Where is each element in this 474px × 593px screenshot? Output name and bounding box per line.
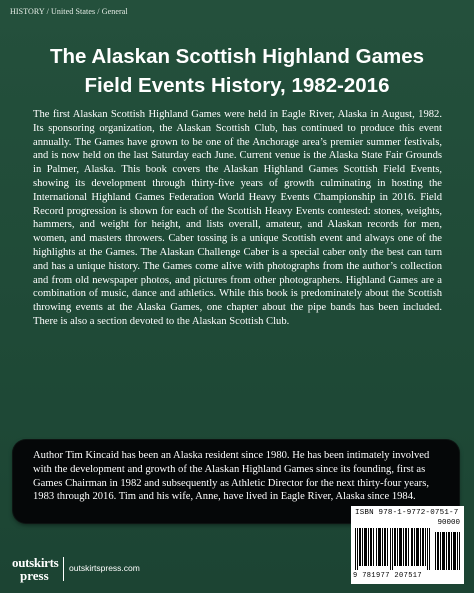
book-title bbox=[0, 42, 474, 100]
title-line-2: Field Events History, 1982-2016 bbox=[84, 74, 390, 97]
publisher-divider bbox=[63, 557, 64, 581]
barcode-addon-bars-icon bbox=[435, 528, 460, 570]
publisher-logo-top: outskirts bbox=[12, 555, 59, 570]
publisher-logo-bottom: press bbox=[20, 568, 49, 583]
barcode-bars-icon bbox=[355, 528, 431, 570]
publisher-logo bbox=[12, 555, 58, 583]
isbn-barcode bbox=[351, 506, 464, 584]
category-label: HISTORY / United States / General bbox=[10, 7, 128, 16]
title-line-1: The Alaskan Scottish Highland Games bbox=[49, 45, 425, 68]
book-description: The first Alaskan Scottish Highland Games were held in Eagle River, Alaska in August, 1982. Its sponsoring organization, the Alaskan Scottish Club, has continued to produce this event annually. The Games have grown to be one of the Anchorage area’s premier summer festivals, and is now held on the last Saturday each June. Current venue is the Alaska State Fair Grounds in Palmer, Alaska. This book covers the Alaskan Highland Games Scottish Field Events, showing its development through thirty-five years of growth culminating in hosting the International Highland Games Federation World Heavy Events Championship in 2016. Field Record progression is shown for each of the Scottish Heavy Events contested: stones, weights, hammers, and weight for height, and lists overall, amateur, and Alaskan records for men, women, and masters throwers. Caber tossing is a unique Scottish event and always one of the highlights at the Games. The Alaskan Challenge Caber is a special caber only the best can turn and has a unique history. The Games come alive with photographs from the author’s collection and from old newspaper photos, and pictures from other photographers. Highland Games are a combination of music, dance and athletics. While this book is predominately about the Scottish throwing events at the Alaska Games, one chapter about the pipe bands has been included. There is also a section devoted to the Alaskan Scottish Club. bbox=[33, 109, 442, 327]
author-bio-text: Author Tim Kincaid has been an Alaska resident since 1980. He has been intimately involved with the development and growth of the Alaskan Highland Games since its founding, first as Games Chairman in 1982 and subsequently as Athletic Director for the next thirty-four years, 1983 through 2016. Tim and his wife, Anne, have lived in Eagle River, Alaska since 1984. bbox=[33, 450, 430, 503]
isbn-number: ISBN 978-1-9772-0751-7 bbox=[355, 509, 459, 517]
publisher-url: outskirtspress.com bbox=[69, 563, 140, 573]
price-code: 90000 bbox=[437, 519, 460, 527]
barcode-digits: 9 781977 207517 bbox=[353, 572, 423, 580]
